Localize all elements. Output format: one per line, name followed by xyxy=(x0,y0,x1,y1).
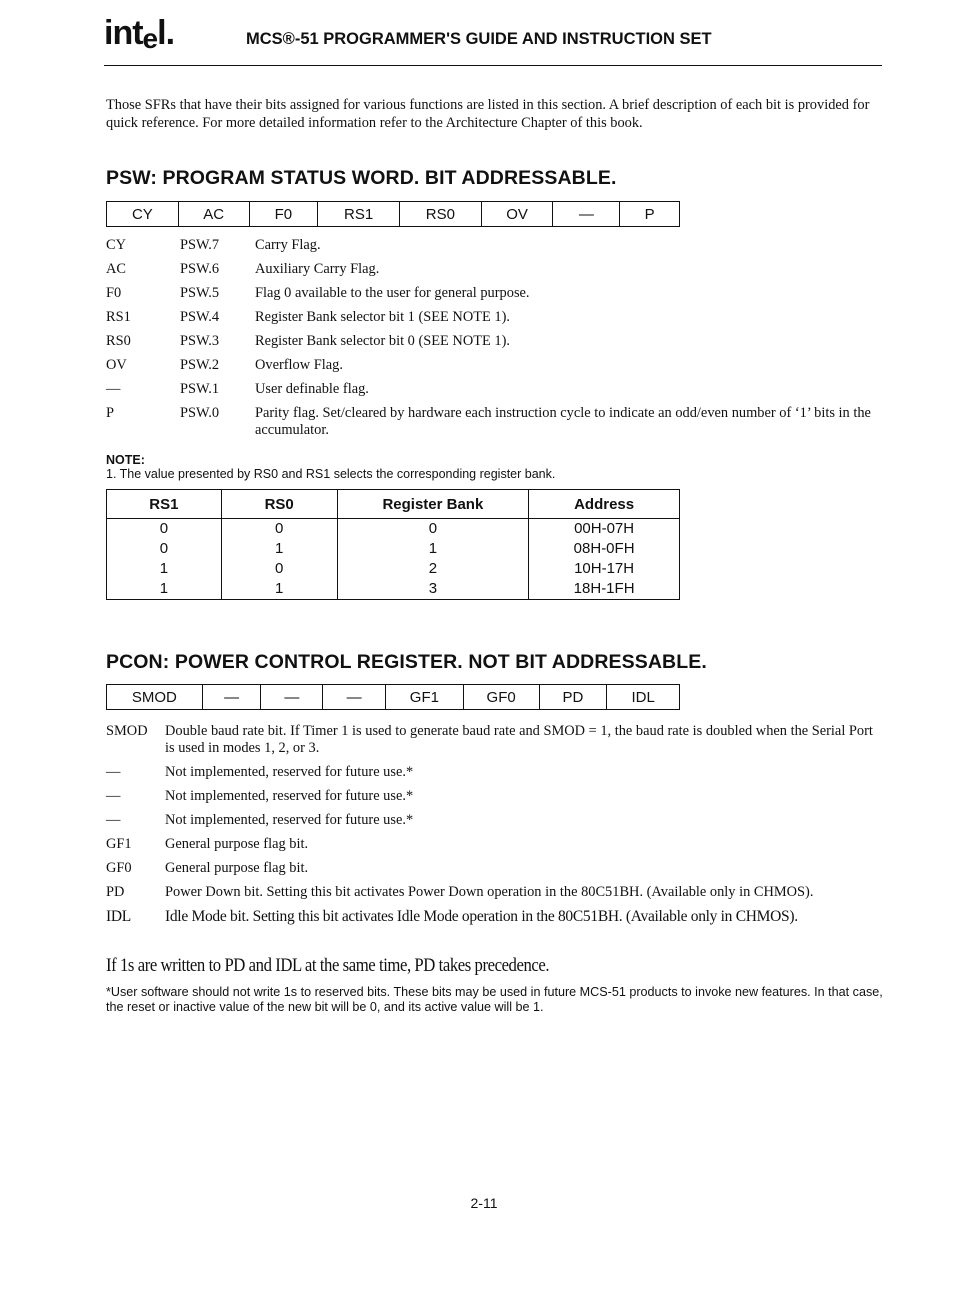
table-row xyxy=(107,519,680,540)
psw-bit-cell: CY xyxy=(107,202,179,226)
pcon-def-row: IDL Idle Mode bit. Setting this bit activates Idle Mode operation in the 80C51BH. (Available only in CHMOS). xyxy=(106,908,798,925)
psw-def-row: RS1 PSW.4 Register Bank selector bit 1 (SEE NOTE 1). xyxy=(106,309,510,325)
table-cell: 2 xyxy=(337,559,529,579)
table-cell: 00H-07H xyxy=(529,519,680,540)
psw-bit-register xyxy=(106,201,680,227)
page-number: 2-11 xyxy=(470,1195,498,1211)
pcon-bit-cell: — xyxy=(323,685,386,709)
table-cell: 1 xyxy=(107,559,222,579)
pcon-bit-cell: — xyxy=(203,685,262,709)
psw-def-row: — PSW.1 User definable flag. xyxy=(106,381,369,397)
pcon-def-row: — Not implemented, reserved for future use.* xyxy=(106,812,414,828)
pcon-bit-register xyxy=(106,684,680,710)
pcon-bit-cell: GF0 xyxy=(464,685,540,709)
psw-bit-cell: RS1 xyxy=(318,202,400,226)
table-cell: 0 xyxy=(107,539,222,559)
table-row xyxy=(107,559,680,579)
pcon-definitions xyxy=(106,723,886,925)
note-label: NOTE: xyxy=(106,453,145,467)
intel-logo: intel. xyxy=(104,14,175,54)
register-bank-table xyxy=(106,489,680,600)
psw-def-row: F0 PSW.5 Flag 0 available to the user for general purpose. xyxy=(106,285,530,301)
table-cell: 0 xyxy=(221,559,337,579)
psw-bit-cell: RS0 xyxy=(400,202,482,226)
table-cell: 0 xyxy=(221,519,337,540)
psw-def-row: CY PSW.7 Carry Flag. xyxy=(106,237,321,253)
pcon-def-row: — Not implemented, reserved for future use.* xyxy=(106,764,414,780)
table-row xyxy=(107,539,680,559)
table-cell: 08H-0FH xyxy=(529,539,680,559)
psw-def-row: AC PSW.6 Auxiliary Carry Flag. xyxy=(106,261,380,277)
table-cell: 0 xyxy=(337,519,529,540)
psw-definitions xyxy=(106,237,886,439)
pcon-bit-cell: PD xyxy=(540,685,608,709)
psw-bit-cell: OV xyxy=(482,202,554,226)
table-header-cell: RS1 xyxy=(107,490,222,519)
pcon-bit-cell: GF1 xyxy=(386,685,464,709)
table-cell: 1 xyxy=(337,539,529,559)
pcon-bit-cell: — xyxy=(261,685,323,709)
pcon-section-title: PCON: POWER CONTROL REGISTER. NOT BIT ADDRESSABLE. xyxy=(106,651,707,673)
table-row xyxy=(107,579,680,600)
pcon-bit-cell: SMOD xyxy=(107,685,203,709)
table-cell: 18H-1FH xyxy=(529,579,680,600)
pcon-def-row: GF1 General purpose flag bit. xyxy=(106,836,309,852)
intro-paragraph: Those SFRs that have their bits assigned for various functions are listed in this section. A brief description of each bit is provided for quick reference. For more detailed information refer to the Architecture Chapter of this book. xyxy=(106,97,870,131)
pcon-bit-cell: IDL xyxy=(631,688,655,706)
table-header-cell: Address xyxy=(529,490,680,519)
pcon-def-row: — Not implemented, reserved for future use.* xyxy=(106,788,414,804)
psw-def-row: OV PSW.2 Overflow Flag. xyxy=(106,357,343,373)
psw-bit-cell: AC xyxy=(179,202,250,226)
pcon-def-row: PD Power Down bit. Setting this bit activates Power Down operation in the 80C51BH. (Available only in CHMOS). xyxy=(106,884,814,900)
note-text: 1. The value presented by RS0 and RS1 selects the corresponding register bank. xyxy=(106,467,556,481)
table-cell: 1 xyxy=(221,579,337,600)
footnote: *User software should not write 1s to reserved bits. These bits may be used in future MCS-51 products to invoke new features. In that case, the reset or inactive value of the new bit will be 0, and its active value will be 1. xyxy=(106,985,883,1014)
table-header-cell: Register Bank xyxy=(337,490,529,519)
table-header-row xyxy=(107,490,680,519)
header-divider xyxy=(104,65,882,66)
psw-section-title: PSW: PROGRAM STATUS WORD. BIT ADDRESSABLE. xyxy=(106,167,617,189)
pcon-def-row: SMOD Double baud rate bit. If Timer 1 is used to generate baud rate and SMOD = 1, the baud rate is doubled when the Serial Port is used in modes 1, 2, or 3. xyxy=(106,723,873,756)
table-cell: 1 xyxy=(107,579,222,600)
table-cell: 0 xyxy=(107,519,222,540)
pcon-def-row: GF0 General purpose flag bit. xyxy=(106,860,309,876)
table-cell: 10H-17H xyxy=(529,559,680,579)
psw-bit-cell: P xyxy=(644,205,655,223)
table-cell: 3 xyxy=(337,579,529,600)
table-cell: 1 xyxy=(221,539,337,559)
page-header-title: MCS®-51 PROGRAMMER'S GUIDE AND INSTRUCTION SET xyxy=(246,30,712,48)
psw-def-row: P PSW.0 Parity flag. Set/cleared by hardware each instruction cycle to indicate an odd/even number of ‘1’ bits in the accumulator. xyxy=(106,405,871,438)
precedence-rule: If 1s are written to PD and IDL at the same time, PD takes precedence. xyxy=(106,955,550,976)
table-header-cell: RS0 xyxy=(221,490,337,519)
psw-bit-cell: F0 xyxy=(250,202,319,226)
psw-def-row: RS0 PSW.3 Register Bank selector bit 0 (SEE NOTE 1). xyxy=(106,333,510,349)
psw-bit-cell: — xyxy=(553,202,620,226)
